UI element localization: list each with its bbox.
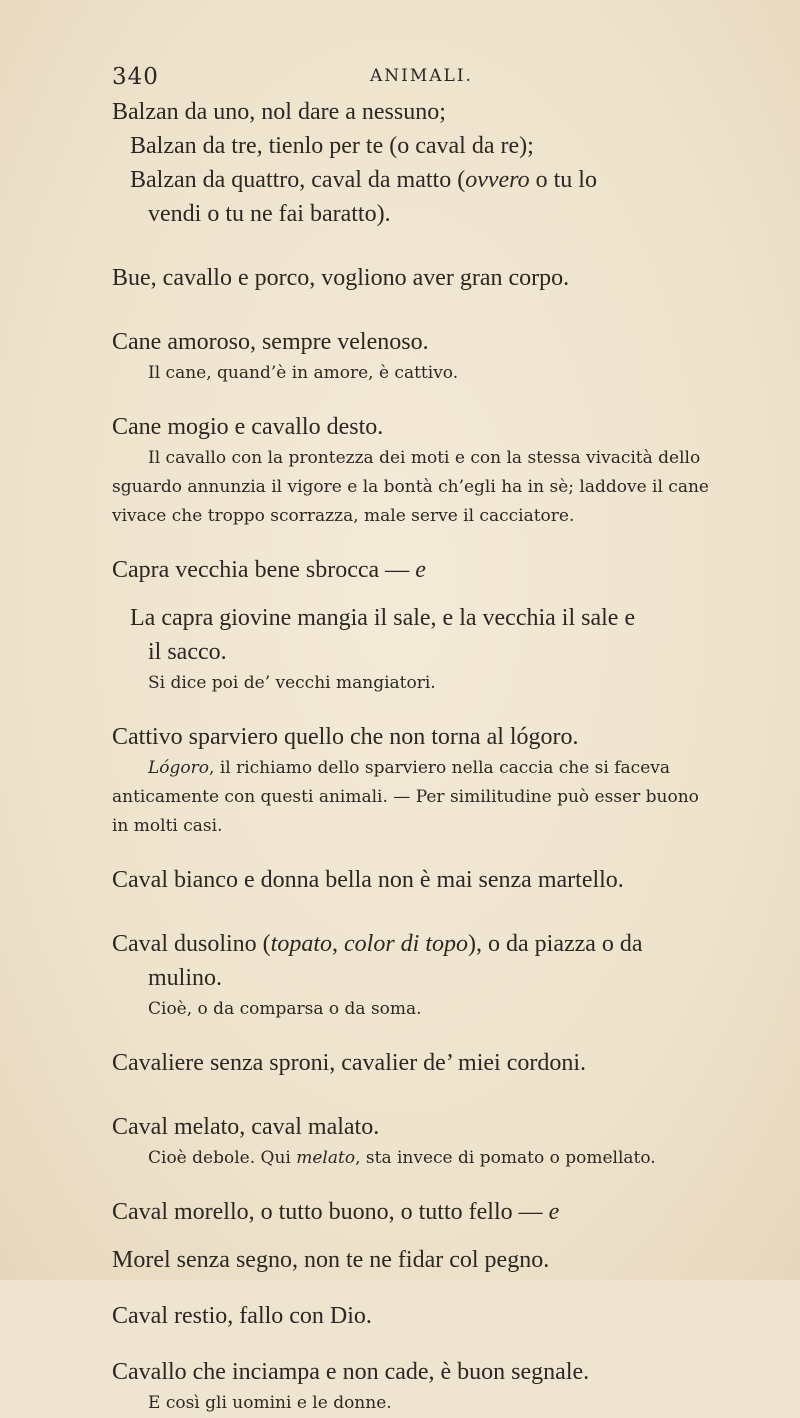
note-cane-mogio: Il cavallo con la prontezza dei moti e con la stessa vivacità dello sguardo annunzia il vigore e la bontà ch’egli ha in sè; laddove il cane vivace che troppo scorrazza, male serve il cacciatore. <box>112 448 709 526</box>
proverb-cane-mogio: Cane mogio e cavallo desto. <box>112 414 384 440</box>
proverb-restio: Caval restio, fallo con Dio. <box>112 1303 372 1329</box>
proverb-balzan-2: Balzan da tre, tienlo per te (o caval da re); <box>130 133 534 159</box>
proverb-morello-2: Morel senza segno, non te ne fidar col pegno. <box>112 1247 550 1273</box>
proverb-sparviero: Cattivo sparviero quello che non torna al lógoro. <box>112 724 579 750</box>
proverb-bue: Bue, cavallo e porco, vogliono aver gran corpo. <box>112 265 570 291</box>
proverb-dusolino: Caval dusolino (topato, color di topo), o da piazza o da <box>112 931 643 957</box>
proverb-capra-2: La capra giovine mangia il sale, e la vecchia il sale e <box>130 605 636 631</box>
proverb-capra-2-cont: il sacco. <box>148 639 227 665</box>
page-number: 340 <box>112 64 159 90</box>
proverb-balzan-3-cont: vendi o tu ne fai baratto). <box>148 201 391 227</box>
page-body <box>112 95 712 1418</box>
proverb-caval-bianco: Caval bianco e donna bella non è mai senza martello. <box>112 867 624 893</box>
running-title: ANIMALI. <box>370 66 473 86</box>
note-capra: Si dice poi de’ vecchi mangiatori. <box>148 673 436 693</box>
proverb-morello-1: Caval morello, o tutto buono, o tutto fello — e <box>112 1199 560 1225</box>
note-sparviero: Lógoro, il richiamo dello sparviero nella caccia che si faceva anticamente con questi animali. — Per similitudine può esser buono in molti casi. <box>112 758 699 836</box>
proverb-melato: Caval melato, caval malato. <box>112 1114 380 1140</box>
proverb-cane-amoroso: Cane amoroso, sempre velenoso. <box>112 329 429 355</box>
proverb-balzan-3: Balzan da quattro, caval da matto (ovvero o tu lo <box>130 167 597 193</box>
note-inciampa: E così gli uomini e le donne. <box>148 1393 392 1413</box>
note-cane-amoroso: Il cane, quand’è in amore, è cattivo. <box>148 363 459 383</box>
proverb-cavaliere: Cavaliere senza sproni, cavalier de’ miei cordoni. <box>112 1050 587 1076</box>
proverb-dusolino-cont: mulino. <box>148 965 223 991</box>
proverb-balzan-1: Balzan da uno, nol dare a nessuno; <box>112 99 446 125</box>
proverb-inciampa: Cavallo che inciampa e non cade, è buon segnale. <box>112 1359 590 1385</box>
note-dusolino: Cioè, o da comparsa o da soma. <box>148 999 422 1019</box>
note-melato: Cioè debole. Qui melato, sta invece di pomato o pomellato. <box>148 1148 656 1168</box>
proverb-capra-1: Capra vecchia bene sbrocca — e <box>112 557 426 583</box>
